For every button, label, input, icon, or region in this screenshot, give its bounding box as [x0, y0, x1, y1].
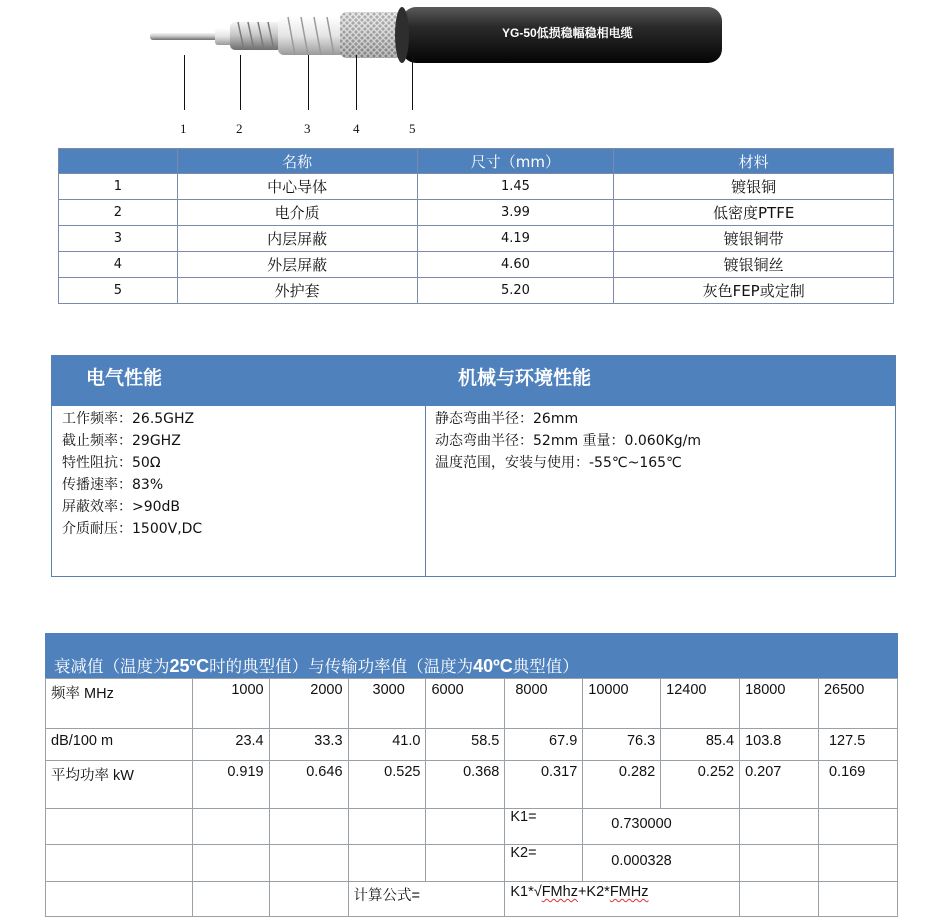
table-row — [59, 200, 894, 226]
frequency-cell: 12400 — [661, 679, 740, 729]
header-cell: 尺寸（mm） — [417, 149, 614, 174]
k2-row — [46, 845, 898, 882]
mechanical-title: 机械与环境性能 — [458, 367, 592, 389]
performance-panel — [51, 355, 896, 577]
k1-value: 0.730000 — [583, 809, 740, 845]
attenuation-row — [46, 729, 898, 761]
cable-label: YG-50低损稳幅稳相电缆 — [502, 26, 633, 40]
frequency-cell: 6000 — [426, 679, 505, 729]
attenuation-cell: 127.5 — [818, 729, 897, 761]
attenuation-cell: 85.4 — [661, 729, 740, 761]
power-cell: 0.525 — [348, 761, 426, 809]
table-row — [59, 174, 894, 200]
table-cell: 镀银铜带 — [614, 226, 894, 252]
attenuation-cell: 58.5 — [426, 729, 505, 761]
callout-number: 2 — [236, 121, 243, 136]
frequency-cell: 18000 — [740, 679, 819, 729]
attenuation-cell: 103.8 — [740, 729, 819, 761]
frequency-cell: 3000 — [348, 679, 426, 729]
mechanical-specs — [435, 408, 701, 474]
power-cell: 0.919 — [192, 761, 269, 809]
table-header-row — [59, 149, 894, 174]
callout-line-1 — [184, 55, 185, 110]
power-cell: 0.282 — [583, 761, 661, 809]
callout-number: 5 — [409, 121, 416, 136]
table-cell: 外护套 — [177, 278, 417, 304]
power-cell: 0.368 — [426, 761, 505, 809]
performance-header — [52, 356, 895, 406]
callout-line-2 — [240, 55, 241, 110]
inner-shield-tape — [230, 22, 282, 50]
spec-line: 截止频率：29GHZ — [62, 433, 181, 449]
callout-number: 3 — [304, 121, 311, 136]
header-cell: 名称 — [177, 149, 417, 174]
table-cell: 4 — [59, 252, 178, 278]
spec-line: 温度范围，安装与使用：-55℃~165℃ — [435, 455, 682, 471]
frequency-row — [46, 679, 898, 729]
electrical-specs — [62, 408, 202, 540]
attenuation-cell: 76.3 — [583, 729, 661, 761]
spec-line: 特性阻抗：50Ω — [62, 455, 161, 471]
callout-number: 1 — [180, 121, 187, 136]
callout-line-3 — [308, 55, 309, 110]
row-label: 平均功率 kW — [46, 761, 193, 809]
k2-label: K2= — [505, 845, 583, 882]
table-cell: 2 — [59, 200, 178, 226]
table-cell: 4.60 — [417, 252, 614, 278]
components-table — [58, 148, 894, 304]
spec-line: 介质耐压：1500V,DC — [62, 521, 203, 537]
frequency-cell: 8000 — [505, 679, 583, 729]
attenuation-cell: 41.0 — [348, 729, 426, 761]
callout-line-4 — [356, 55, 357, 110]
formula-label: 计算公式= — [348, 882, 505, 917]
table-cell: 5.20 — [417, 278, 614, 304]
row-label: dB/100 m — [46, 729, 193, 761]
spec-line: 动态弯曲半径：52mm 重量：0.060Kg/m — [435, 433, 702, 449]
attenuation-header — [45, 633, 898, 678]
spec-line: 工作频率：26.5GHZ — [62, 411, 195, 427]
attenuation-cell: 23.4 — [192, 729, 269, 761]
spec-line: 传播速率：83% — [62, 477, 164, 493]
power-cell: 0.646 — [269, 761, 348, 809]
formula-value: K1*√FMhz+K2*FMHz — [505, 882, 740, 917]
power-cell: 0.317 — [505, 761, 583, 809]
table-row — [59, 278, 894, 304]
cable-illustration — [140, 5, 730, 65]
callout-line-5 — [412, 55, 413, 110]
k1-row — [46, 809, 898, 845]
table-cell: 中心导体 — [177, 174, 417, 200]
k1-label: K1= — [505, 809, 583, 845]
header-cell — [59, 149, 178, 174]
table-cell: 灰色FEP或定制 — [614, 278, 894, 304]
table-cell: 4.19 — [417, 226, 614, 252]
power-cell: 0.252 — [661, 761, 740, 809]
center-conductor — [150, 33, 225, 40]
frequency-cell: 2000 — [269, 679, 348, 729]
table-cell: 1.45 — [417, 174, 614, 200]
frequency-cell: 1000 — [192, 679, 269, 729]
table-cell: 3.99 — [417, 200, 614, 226]
column-divider — [425, 406, 426, 577]
row-label: 频率 MHz — [46, 679, 193, 729]
table-cell: 镀银铜丝 — [614, 252, 894, 278]
electrical-title: 电气性能 — [86, 367, 163, 389]
table-row — [59, 252, 894, 278]
attenuation-title: 衰减值（温度为25ºC时的典型值）与传输功率值（温度为40ºC典型值） — [54, 656, 579, 676]
power-row — [46, 761, 898, 809]
table-cell: 低密度PTFE — [614, 200, 894, 226]
frequency-cell: 10000 — [583, 679, 661, 729]
k2-value: 0.000328 — [583, 845, 740, 882]
table-row — [59, 226, 894, 252]
power-cell: 0.169 — [818, 761, 897, 809]
spec-line: 静态弯曲半径：26mm — [435, 411, 579, 427]
table-cell: 外层屏蔽 — [177, 252, 417, 278]
header-cell: 材料 — [614, 149, 894, 174]
table-cell: 3 — [59, 226, 178, 252]
power-cell: 0.207 — [740, 761, 819, 809]
callout-number: 4 — [353, 121, 360, 136]
table-cell: 镀银铜 — [614, 174, 894, 200]
attenuation-cell: 33.3 — [269, 729, 348, 761]
attenuation-table — [45, 678, 898, 917]
formula-row — [46, 882, 898, 917]
table-cell: 5 — [59, 278, 178, 304]
frequency-cell: 26500 — [818, 679, 897, 729]
attenuation-cell: 67.9 — [505, 729, 583, 761]
outer-tape — [278, 17, 346, 55]
spec-line: 屏蔽效率：>90dB — [62, 499, 181, 515]
table-cell: 电介质 — [177, 200, 417, 226]
table-cell: 内层屏蔽 — [177, 226, 417, 252]
table-cell: 1 — [59, 174, 178, 200]
